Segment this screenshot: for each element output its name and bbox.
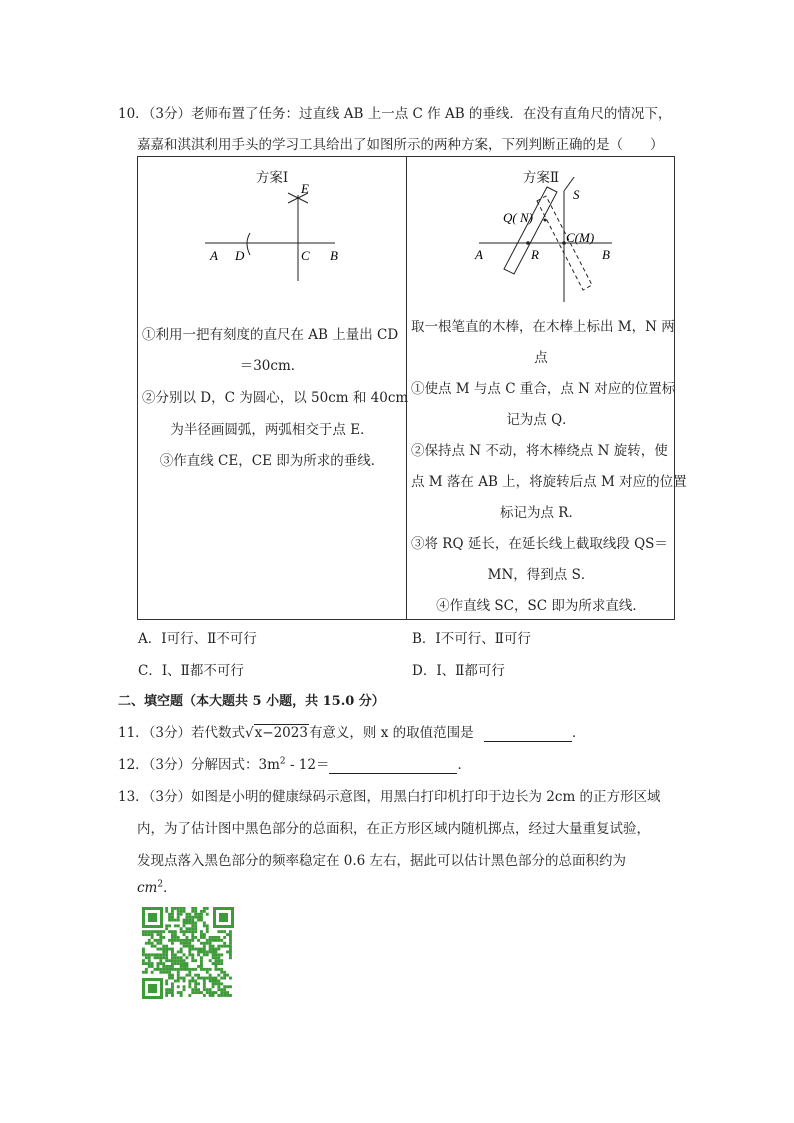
- q13-end: ．: [163, 880, 177, 896]
- sqrt-icon: √x−2023: [245, 725, 308, 741]
- q12-line: [118, 753, 471, 774]
- scheme1-step-2a: ②分别以 D，C 为圆心，以 50cm 和 40cm: [142, 390, 409, 406]
- q11-line: [118, 721, 585, 742]
- fig1-label-c: C: [301, 248, 310, 263]
- scheme2-title: 方案Ⅱ: [522, 170, 560, 186]
- q11-prefix: 11．（3分）若代数式: [118, 725, 246, 741]
- scheme2-step-1b: 记为点 Q．: [506, 412, 576, 428]
- fig1-label-d: D: [235, 248, 245, 263]
- q11-radicand: x−2023: [254, 725, 308, 741]
- scheme1-figure: [138, 181, 406, 301]
- q11-answer-blank[interactable]: [484, 725, 572, 742]
- scheme1-step-1b: ＝30cm．: [239, 358, 305, 374]
- fig1-label-b: B: [330, 248, 338, 263]
- q13-unit-exponent: 2: [157, 879, 164, 890]
- q12-end: ．: [457, 757, 471, 773]
- health-code-qr-icon: [141, 906, 235, 1000]
- fig2-label-a: A: [475, 247, 483, 262]
- section2-title: 二、填空题（本大题共 5 小题，共 15.0 分）: [118, 694, 385, 709]
- fig2-label-r: R: [531, 247, 539, 262]
- fig2-label-s: S: [573, 187, 580, 202]
- fig1-label-e: E: [301, 181, 309, 196]
- q10-option-c[interactable]: C．Ⅰ、Ⅱ都不可行: [138, 663, 244, 679]
- scheme1-title: 方案Ⅰ: [255, 170, 289, 186]
- q13-line1: 13．（3分）如图是小明的健康绿码示意图，用黑白打印机打印于边长为 2cm 的正方形区域: [118, 789, 661, 805]
- scheme1-cell: [138, 157, 409, 619]
- scheme2-intro-b: 点: [534, 350, 548, 366]
- q13-line4: [137, 876, 177, 896]
- scheme2-intro-a: 取一根笔直的木棒，在木棒上标出 M，N 两: [411, 319, 675, 335]
- scheme1-step-3: ③作直线 CE，CE 即为所求的垂线．: [159, 453, 385, 469]
- scheme2-cell: [407, 157, 687, 619]
- q13-line3: 发现点落入黑色部分的频率稳定在 0.6 左右，据此可以估计黑色部分的总面积约为: [137, 853, 627, 869]
- scheme2-step-4: ④作直线 SC，SC 即为所求直线．: [436, 598, 646, 614]
- q11-end: ．: [571, 725, 586, 741]
- q11-suffix: 有意义，则 x 的取值范围是: [308, 725, 474, 741]
- q10-option-d[interactable]: D．Ⅰ、Ⅱ都可行: [412, 663, 505, 679]
- scheme2-step-3a: ③将 RQ 延长，在延长线上截取线段 QS＝: [411, 536, 668, 552]
- q13-line2: 内，为了估计图中黑色部分的总面积，在正方形区域内随机掷点，经过大量重复试验，: [137, 821, 650, 837]
- fig2-label-cm: C(M): [566, 230, 595, 245]
- scheme2-step-3b: MN，得到点 S．: [487, 567, 595, 583]
- scheme2-figure: [407, 177, 675, 307]
- fig1-label-a: A: [210, 248, 218, 263]
- q10-scheme-table: [137, 156, 687, 620]
- scheme1-step-2b: 为半径画圆弧，两弧相交于点 E．: [170, 422, 374, 438]
- q13-unit: cm: [137, 880, 158, 896]
- q10-option-a[interactable]: A．Ⅰ可行、Ⅱ不可行: [138, 631, 257, 647]
- scheme2-step-2c: 标记为点 R．: [500, 505, 582, 521]
- q10-stem-line1: 10．（3分）老师布置了任务：过直线 AB 上一点 C 作 AB 的垂线．在没有直角尺的情况下，: [118, 106, 672, 122]
- fig2-label-qn: Q( N): [503, 210, 533, 225]
- scheme2-step-1a: ①使点 M 与点 C 重合，点 N 对应的位置标: [411, 381, 676, 397]
- q10-option-b[interactable]: B．Ⅰ不可行、Ⅱ可行: [412, 631, 531, 647]
- scheme2-step-2b: 点 M 落在 AB 上，将旋转后点 M 对应的位置: [411, 474, 687, 490]
- q12-rest: - 12＝: [285, 757, 330, 773]
- q12-exponent: 2: [279, 756, 286, 767]
- fig2-label-b: B: [602, 247, 610, 262]
- scheme2-step-2a: ②保持点 N 不动，将木棒绕点 N 旋转，使: [411, 443, 668, 459]
- q12-prefix: 12．（3分）分解因式：3m: [118, 757, 280, 773]
- q10-stem-line2: 嘉嘉和淇淇利用手头的学习工具给出了如图所示的两种方案，下列判断正确的是（ ）: [137, 137, 664, 153]
- scheme1-step-1a: ①利用一把有刻度的直尺在 AB 上量出 CD: [142, 327, 399, 343]
- q12-answer-blank[interactable]: [329, 757, 457, 774]
